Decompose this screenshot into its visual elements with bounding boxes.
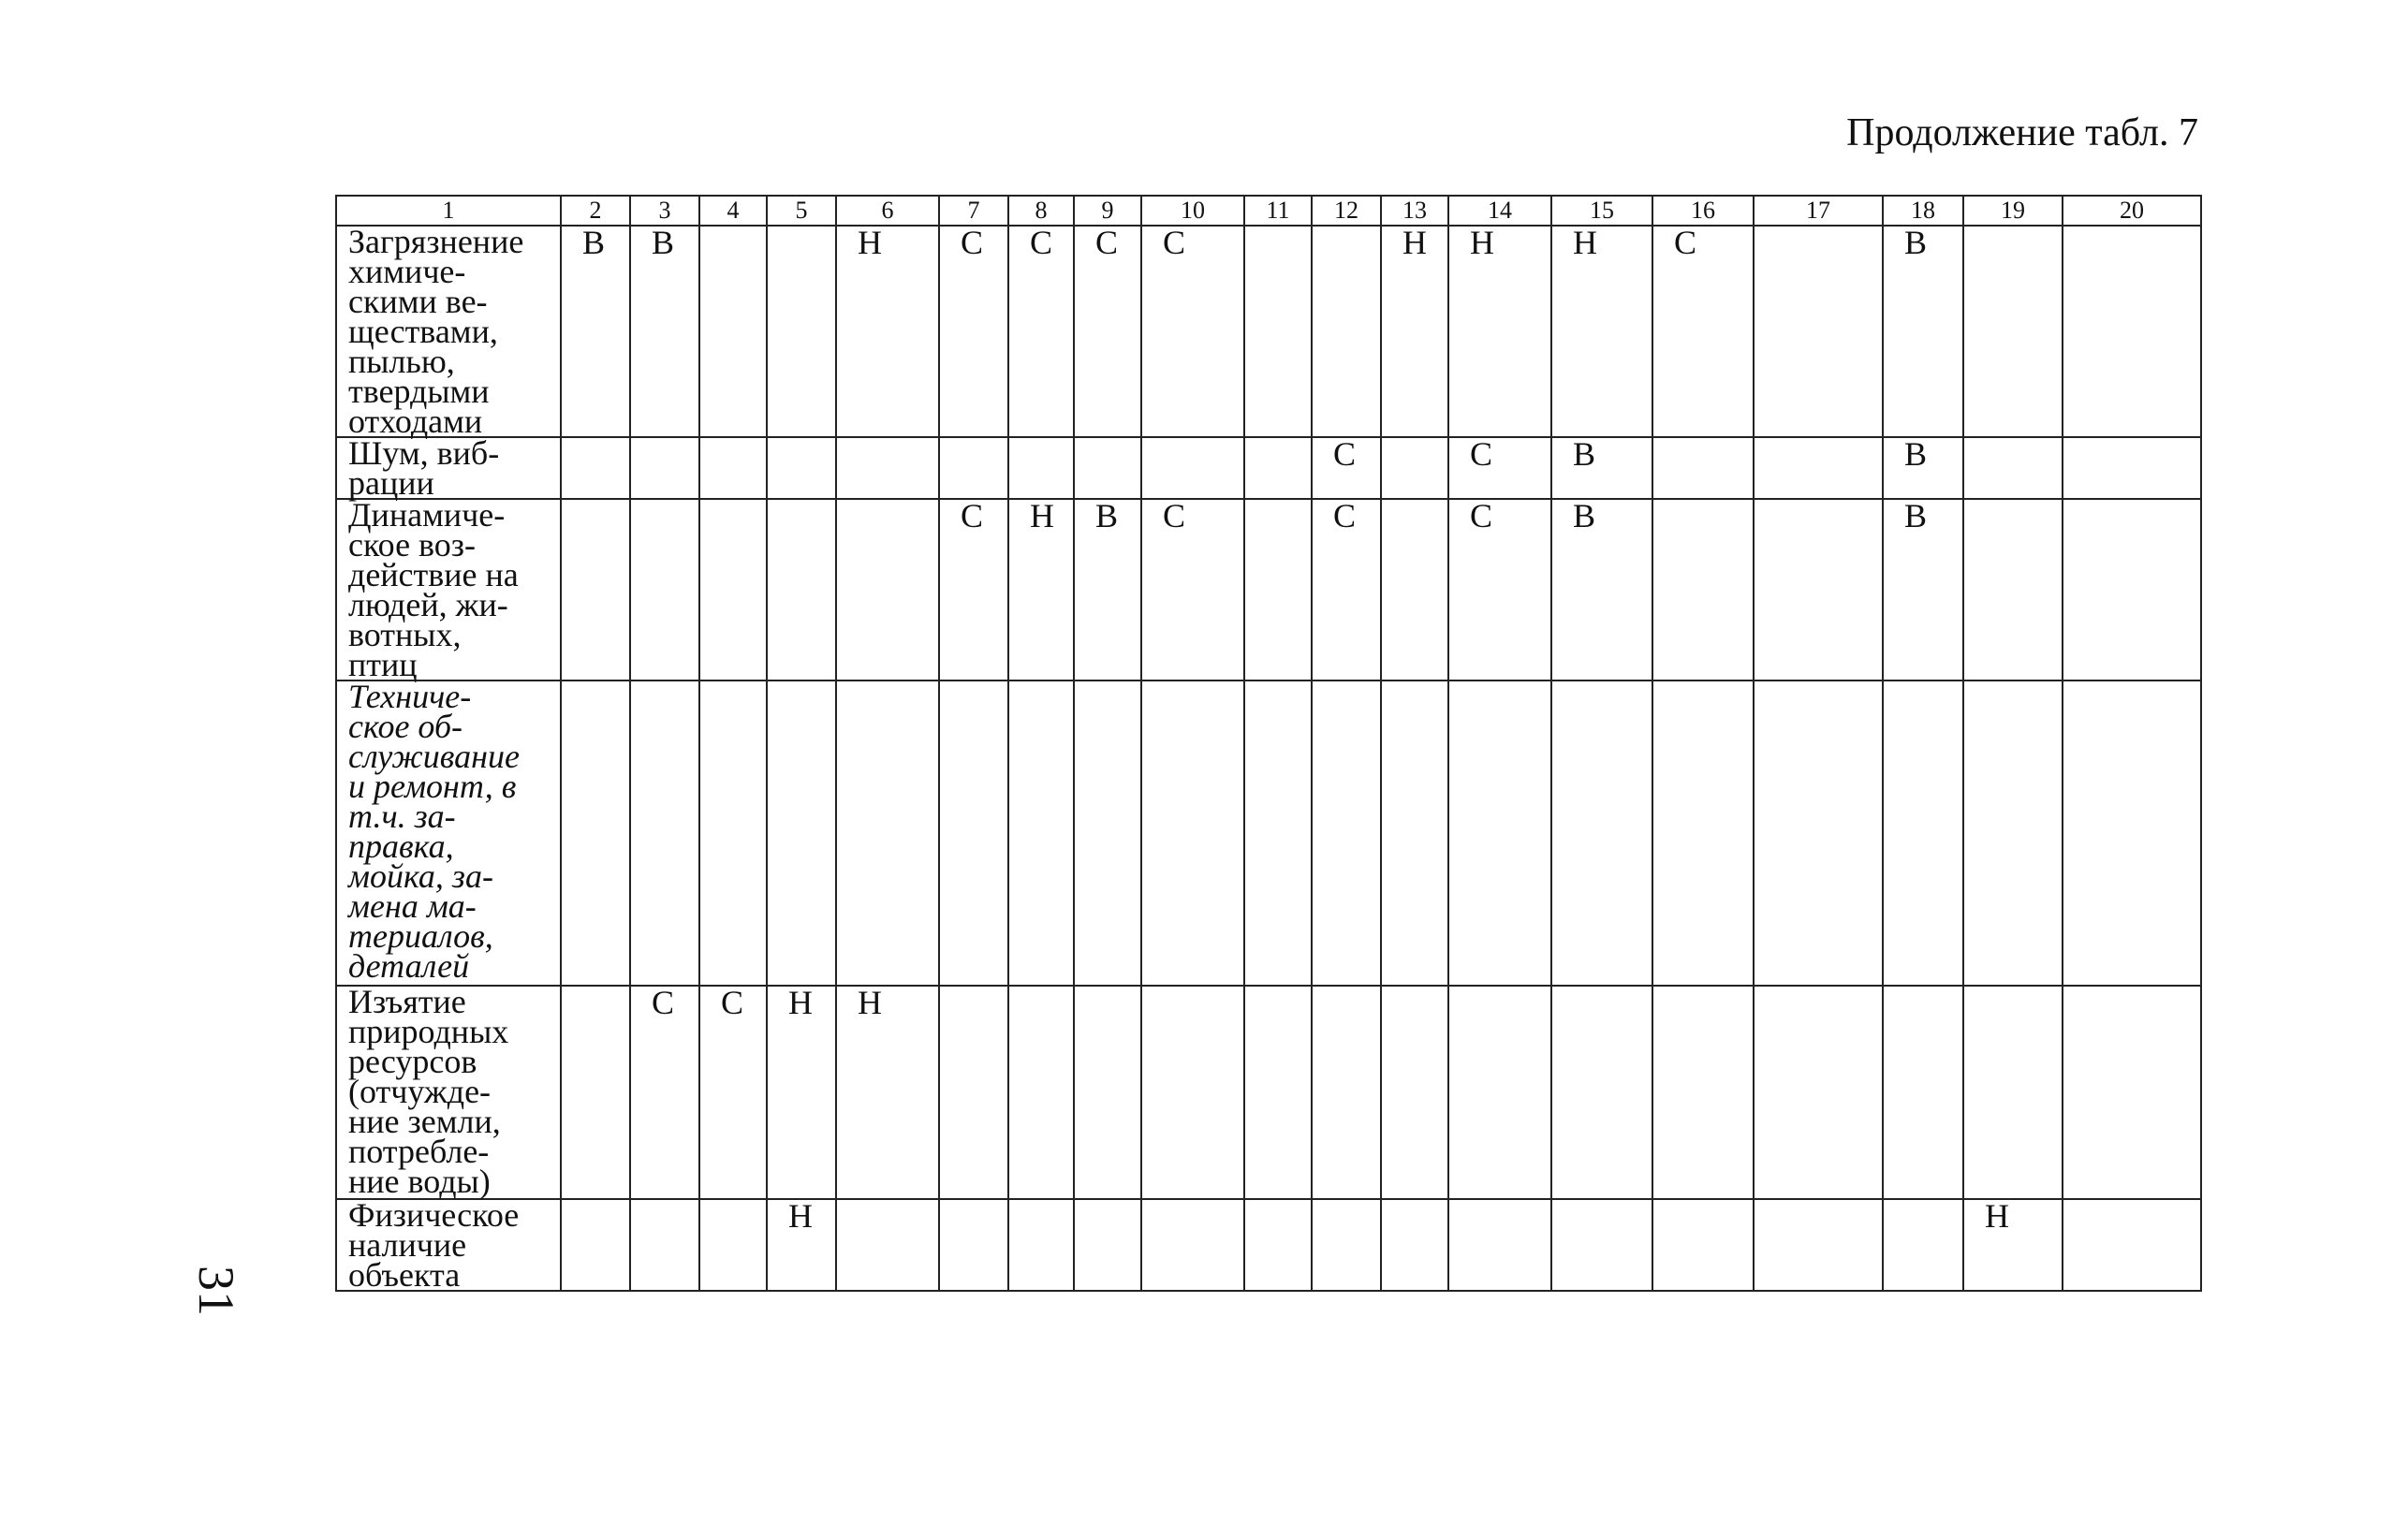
table-cell [1312,1199,1381,1291]
table-cell: С [1312,437,1381,499]
table-row [336,1199,2201,1291]
column-header: 15 [1551,196,1652,226]
table-cell [1652,681,1754,986]
table-cell: Н [767,1199,836,1291]
table-cell [1141,437,1244,499]
table-cell [699,226,767,437]
column-header: 18 [1883,196,1963,226]
table-cell [1381,681,1448,986]
table-cell: В [1883,437,1963,499]
table-cell: С [630,986,699,1199]
table-cell: С [939,499,1008,681]
table-cell: Н [767,986,836,1199]
table-cell [1963,681,2063,986]
column-header: 19 [1963,196,2063,226]
table-cell [1244,1199,1312,1291]
table-cell [1754,681,1883,986]
table-cell [1008,1199,1074,1291]
table-cell [1381,986,1448,1199]
table-cell [1074,681,1141,986]
table-cell [2063,437,2201,499]
table-cell [836,1199,939,1291]
column-header: 5 [767,196,836,226]
table-cell [561,499,630,681]
table-cell [2063,499,2201,681]
table-cell [1244,437,1312,499]
table-cell [1312,226,1381,437]
table-cell [1963,986,2063,1199]
page-number: 31 [188,1266,244,1316]
table-cell [767,226,836,437]
table-cell [1754,499,1883,681]
table-cell [767,499,836,681]
table-cell [2063,226,2201,437]
table-cell [1312,681,1381,986]
column-header: 11 [1244,196,1312,226]
table-cell: С [1141,499,1244,681]
table-cell [561,1199,630,1291]
table-cell: С [939,226,1008,437]
table-cell [939,1199,1008,1291]
table-cell [1381,437,1448,499]
table-cell [1652,499,1754,681]
table-cell [561,437,630,499]
column-header: 6 [836,196,939,226]
table-cell [1551,986,1652,1199]
table-cell: В [1883,226,1963,437]
table-caption: Продолжение табл. 7 [1846,111,2198,154]
column-header: 13 [1381,196,1448,226]
table-cell [699,681,767,986]
table-cell [939,986,1008,1199]
column-header: 1 [336,196,561,226]
table-cell [1883,1199,1963,1291]
table-cell [1074,437,1141,499]
table-cell: С [1312,499,1381,681]
table-cell [1244,986,1312,1199]
table-cell [1652,1199,1754,1291]
table-cell [1448,986,1551,1199]
table-cell [2063,1199,2201,1291]
row-label: Динамиче- ское воз- действие на людей, жи- вотных, птиц [336,499,561,681]
table-cell [1448,681,1551,986]
table-cell [1551,681,1652,986]
table-cell [630,681,699,986]
table-cell [1754,1199,1883,1291]
table-cell [630,499,699,681]
table-cell: В [1883,499,1963,681]
column-header: 14 [1448,196,1551,226]
table-cell [836,499,939,681]
table-cell: В [561,226,630,437]
table-cell: С [699,986,767,1199]
table-row [336,681,2201,986]
table-cell [767,681,836,986]
column-header: 4 [699,196,767,226]
table-cell: Н [1551,226,1652,437]
table-cell: Н [1448,226,1551,437]
table-cell [939,437,1008,499]
table-cell: В [1551,499,1652,681]
table-row [336,226,2201,437]
table-cell [1963,499,2063,681]
table-cell: В [1551,437,1652,499]
table-row [336,986,2201,1199]
column-header: 12 [1312,196,1381,226]
table-cell [1244,226,1312,437]
table-cell: В [1074,499,1141,681]
table-cell [561,681,630,986]
table-cell [767,437,836,499]
table-cell [630,437,699,499]
table-cell: С [1141,226,1244,437]
row-label: Физическое наличие объекта [336,1199,561,1291]
column-header: 7 [939,196,1008,226]
table-cell: С [1652,226,1754,437]
row-label: Шум, виб- рации [336,437,561,499]
table-cell [1008,437,1074,499]
table-cell [2063,681,2201,986]
table-cell: С [1008,226,1074,437]
table-row [336,437,2201,499]
column-header: 17 [1754,196,1883,226]
table-cell [1141,986,1244,1199]
table-cell [699,1199,767,1291]
column-header: 16 [1652,196,1754,226]
table-cell [1141,681,1244,986]
table-cell [630,1199,699,1291]
column-header: 20 [2063,196,2201,226]
table-cell [1244,681,1312,986]
table-cell: Н [1008,499,1074,681]
table-cell [836,437,939,499]
column-header: 8 [1008,196,1074,226]
table-cell [836,681,939,986]
table-cell: Н [1381,226,1448,437]
table-cell [1754,226,1883,437]
table-cell [1652,986,1754,1199]
table-cell [939,681,1008,986]
column-header: 2 [561,196,630,226]
table-cell: С [1074,226,1141,437]
table-cell [699,437,767,499]
table-cell: Н [836,986,939,1199]
table-cell: Н [836,226,939,437]
header-row [336,196,2201,226]
column-header: 9 [1074,196,1141,226]
table-cell [1551,1199,1652,1291]
row-label: Изъятие природных ресурсов (отчужде- ние земли, потребле- ние воды) [336,986,561,1199]
table-cell [1883,681,1963,986]
row-label: Загрязнение химиче- скими ве- ществами, пылью, твердыми отходами [336,226,561,437]
data-table [335,195,2202,1292]
table-cell [1448,1199,1551,1291]
table-cell: С [1448,499,1551,681]
table-cell [1963,437,2063,499]
table-cell [561,986,630,1199]
column-header: 3 [630,196,699,226]
table-cell [1381,1199,1448,1291]
table-cell [1883,986,1963,1199]
table-cell [1754,986,1883,1199]
table-cell: В [630,226,699,437]
table-cell [2063,986,2201,1199]
table-cell [1754,437,1883,499]
table-cell [1381,499,1448,681]
table-cell [699,499,767,681]
table-cell [1312,986,1381,1199]
table-cell [1008,681,1074,986]
table-cell: С [1448,437,1551,499]
table-cell [1652,437,1754,499]
table-cell [1141,1199,1244,1291]
column-header: 10 [1141,196,1244,226]
table-cell [1074,1199,1141,1291]
table-cell [1963,226,2063,437]
table-cell [1074,986,1141,1199]
table-cell: Н [1963,1199,2063,1291]
row-label: Техниче- ское об- служивание и ремонт, в т.ч. за- правка, мойка, за- мена ма- териалов, деталей [336,681,561,986]
table-cell [1008,986,1074,1199]
table-row [336,499,2201,681]
table-cell [1244,499,1312,681]
